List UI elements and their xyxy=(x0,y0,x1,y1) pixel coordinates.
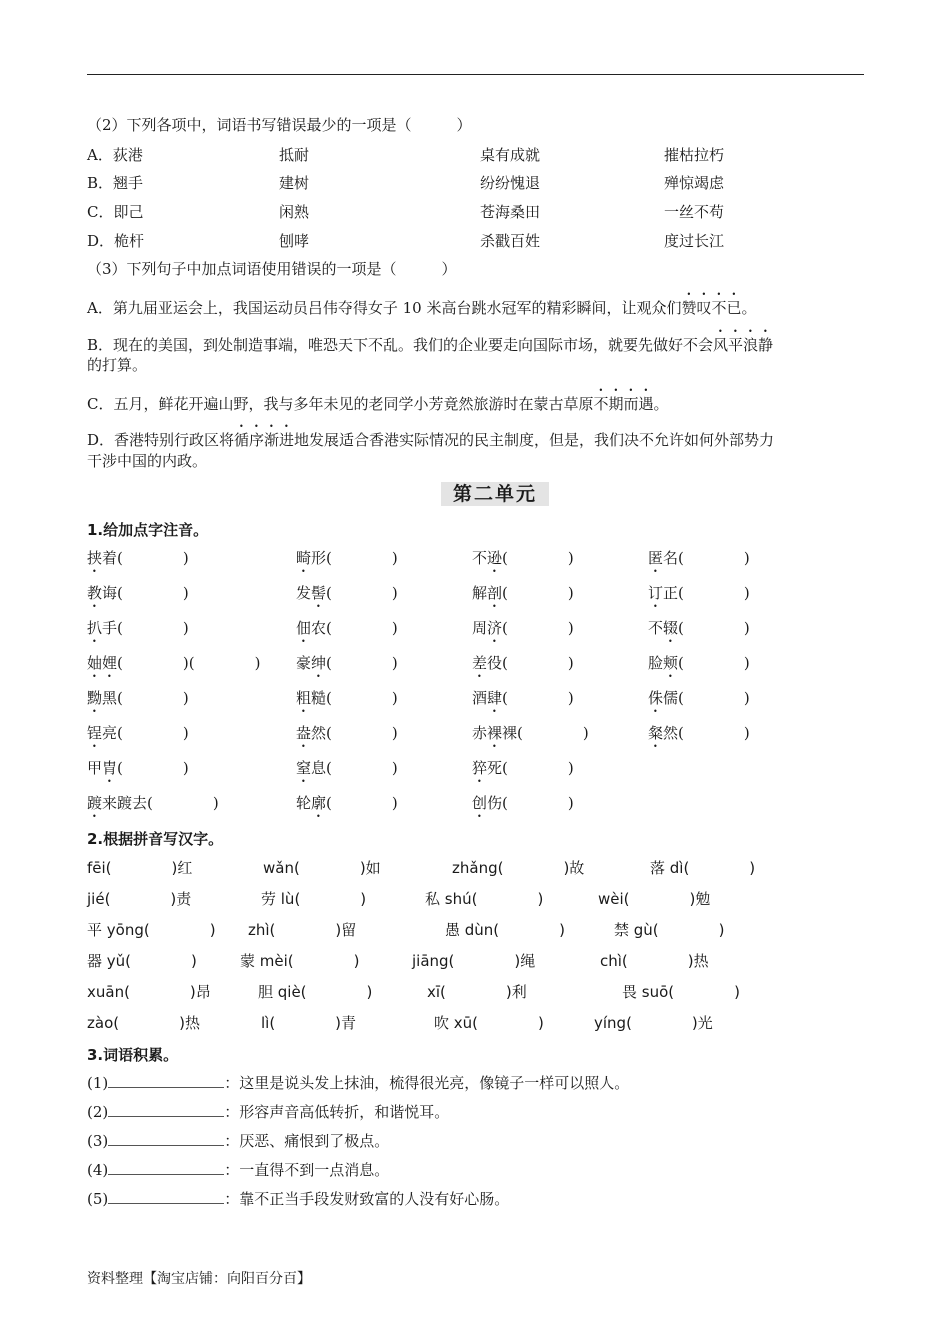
pinyin-item: fēi( )红 xyxy=(87,859,193,877)
phonetic-item: 盎然( ) xyxy=(296,724,398,742)
q2-option-cell: 苍海桑田 xyxy=(480,203,541,221)
answer-blank: ( ) xyxy=(502,794,574,812)
pinyin-item: zhǎng( )故 xyxy=(452,859,585,877)
pinyin-item: zhì( )留 xyxy=(248,921,357,939)
answer-blank: ( ) xyxy=(678,549,750,567)
answer-blank: ( ) xyxy=(117,689,189,707)
phonetic-item: 扒手( ) xyxy=(87,619,189,637)
answer-blank: ( ) xyxy=(678,584,750,602)
phonetic-item: 畸形( ) xyxy=(296,549,398,567)
answer-blank: ( ) xyxy=(117,549,189,567)
q2-option-cell: 建树 xyxy=(279,174,310,192)
pinyin-item: 愚 dùn( ) xyxy=(445,921,566,939)
q2-option-cell: 一丝不苟 xyxy=(664,203,725,221)
phonetic-item: 佃农( ) xyxy=(296,619,398,637)
q2-option-cell: 摧枯拉朽 xyxy=(664,146,725,164)
phonetic-item: 发髻( ) xyxy=(296,584,398,602)
q3-option-a: A．第九届亚运会上，我国运动员吕伟夺得女子 10 米高台跳水冠军的精彩瞬间，让观众们赞叹不已。 xyxy=(87,299,757,317)
pinyin-item: 吹 xū( ) xyxy=(434,1014,544,1032)
answer-blank: ( ) xyxy=(502,689,574,707)
answer-blank xyxy=(108,1189,224,1204)
answer-blank: ( ) xyxy=(326,654,398,672)
pinyin-item: chì( )热 xyxy=(600,952,709,970)
q2-option-cell: 桌有成就 xyxy=(480,146,541,164)
q3-option-d-cont: 干涉中国的内政。 xyxy=(87,452,208,470)
pinyin-item: 器 yǔ( ) xyxy=(87,952,197,970)
answer-blank: ( ) xyxy=(117,724,189,742)
answer-blank: ( ) xyxy=(326,759,398,777)
phonetic-item: 轮廓( ) xyxy=(296,794,398,812)
unit-heading: 第二单元 xyxy=(441,482,549,506)
pinyin-item: wèi( )勉 xyxy=(598,890,711,908)
phonetic-item: 周济( ) xyxy=(472,619,574,637)
pinyin-item: xī( )利 xyxy=(427,983,527,1001)
vocabulary-item: (2) ：形容声音高低转折，和谐悦耳。 xyxy=(87,1103,450,1121)
answer-blank: ( ) xyxy=(502,584,574,602)
pinyin-item: 平 yōng( ) xyxy=(87,921,216,939)
phonetic-item: 猝死( ) xyxy=(472,759,574,777)
vocabulary-item: (1) ：这里是说头发上抹油，梳得很光亮，像镜子一样可以照人。 xyxy=(87,1074,630,1092)
answer-blank: ( ) xyxy=(326,549,398,567)
section-1-title: 1.给加点字注音。 xyxy=(87,521,209,539)
q2-option-cell: 闲熟 xyxy=(279,203,310,221)
answer-blank: ( ) xyxy=(326,724,398,742)
answer-blank: ( ) xyxy=(147,794,219,812)
q2-option-cell: C．即己 xyxy=(87,203,144,221)
answer-blank: ( ) xyxy=(678,654,750,672)
phonetic-item: 黝黑( ) xyxy=(87,689,189,707)
phonetic-item: 侏儒( ) xyxy=(648,689,750,707)
answer-blank xyxy=(108,1073,224,1088)
phonetic-item: 不辍( ) xyxy=(648,619,750,637)
q2-option-cell: 纷纷愧退 xyxy=(480,174,541,192)
phonetic-item: 赤裸裸( ) xyxy=(472,724,589,742)
q2-option-cell: 刨哮 xyxy=(279,232,310,250)
section-3-title: 3.词语积累。 xyxy=(87,1046,179,1064)
q3-option-b: B．现在的美国，到处制造事端，唯恐天下不乱。我们的企业要走向国际市场，就要先做好不会风平浪静 xyxy=(87,336,774,354)
section-2-title: 2.根据拼音写汉字。 xyxy=(87,830,224,848)
footer-note: 资料整理【淘宝店铺：向阳百分百】 xyxy=(87,1271,311,1287)
answer-blank: ( ) xyxy=(326,584,398,602)
q3-option-c: C．五月，鲜花开遍山野，我与多年未见的老同学小芳竟然旅游时在蒙古草原不期而遇。 xyxy=(87,395,669,413)
pinyin-item: zào( )热 xyxy=(87,1014,200,1032)
phonetic-item: 挟着( ) xyxy=(87,549,189,567)
pinyin-item: 禁 gù( ) xyxy=(614,921,725,939)
answer-blank xyxy=(108,1102,224,1117)
answer-blank: ( ) xyxy=(502,619,574,637)
q2-option-cell: 殚惊竭虑 xyxy=(664,174,725,192)
q3-option-b-cont: 的打算。 xyxy=(87,356,148,374)
answer-blank: ( ) xyxy=(502,654,574,672)
q3-stem: （3）下列句子中加点词语使用错误的一项是（ ） xyxy=(87,260,457,278)
answer-blank: ( ) xyxy=(117,759,189,777)
answer-blank: ( ) xyxy=(326,689,398,707)
phonetic-item: 不逊( ) xyxy=(472,549,574,567)
answer-blank: ( )( ) xyxy=(117,654,261,672)
phonetic-item: 甲胄( ) xyxy=(87,759,189,777)
answer-blank: ( ) xyxy=(117,584,189,602)
pinyin-item: xuān( )昂 xyxy=(87,983,211,1001)
answer-blank: ( ) xyxy=(678,689,750,707)
answer-blank: ( ) xyxy=(117,619,189,637)
pinyin-item: 劳 lù( ) xyxy=(261,890,367,908)
phonetic-item: 教诲( ) xyxy=(87,584,189,602)
q2-stem: （2）下列各项中，词语书写错误最少的一项是（ ） xyxy=(87,116,472,134)
phonetic-item: 窒息( ) xyxy=(296,759,398,777)
phonetic-item: 酒肆( ) xyxy=(472,689,574,707)
pinyin-item: 落 dì( ) xyxy=(650,859,756,877)
q3-option-d: D．香港特别行政区将循序渐进地发展适合香港实际情况的民主制度，但是，我们决不允许如何外部势力 xyxy=(87,431,775,449)
q2-option-cell: A．荻港 xyxy=(87,146,143,164)
vocabulary-item: (4) ：一直得不到一点消息。 xyxy=(87,1161,390,1179)
header-rule xyxy=(87,74,864,75)
pinyin-item: jié( )责 xyxy=(87,890,192,908)
pinyin-item: 私 shú( ) xyxy=(425,890,544,908)
pinyin-item: lì( )青 xyxy=(261,1014,357,1032)
phonetic-item: 解剖( ) xyxy=(472,584,574,602)
phonetic-item: 踱来踱去( ) xyxy=(87,794,219,812)
phonetic-item: 差役( ) xyxy=(472,654,574,672)
vocabulary-item: (5) ：靠不正当手段发财致富的人没有好心肠。 xyxy=(87,1190,510,1208)
answer-blank: ( ) xyxy=(326,794,398,812)
answer-blank: ( ) xyxy=(517,724,589,742)
phonetic-item: 妯娌( )( ) xyxy=(87,654,261,672)
pinyin-item: 胆 qiè( ) xyxy=(258,983,373,1001)
phonetic-item: 匿名( ) xyxy=(648,549,750,567)
q2-option-cell: 度过长江 xyxy=(664,232,725,250)
phonetic-item: 粲然( ) xyxy=(648,724,750,742)
q2-option-cell: B．翘手 xyxy=(87,174,144,192)
answer-blank: ( ) xyxy=(326,619,398,637)
phonetic-item: 脸颊( ) xyxy=(648,654,750,672)
phonetic-item: 创伤( ) xyxy=(472,794,574,812)
q2-option-cell: 抵耐 xyxy=(279,146,310,164)
q2-option-cell: D．桅杆 xyxy=(87,232,145,250)
phonetic-item: 订正( ) xyxy=(648,584,750,602)
pinyin-item: 蒙 mèi( ) xyxy=(240,952,360,970)
phonetic-item: 粗糙( ) xyxy=(296,689,398,707)
answer-blank: ( ) xyxy=(678,619,750,637)
vocabulary-item: (3) ：厌恶、痛恨到了极点。 xyxy=(87,1132,390,1150)
phonetic-item: 豪绅( ) xyxy=(296,654,398,672)
phonetic-item: 锃亮( ) xyxy=(87,724,189,742)
pinyin-item: yíng( )光 xyxy=(594,1014,713,1032)
answer-blank xyxy=(108,1160,224,1175)
answer-blank: ( ) xyxy=(502,549,574,567)
answer-blank xyxy=(108,1131,224,1146)
pinyin-item: 畏 suō( ) xyxy=(622,983,740,1001)
pinyin-item: jiāng( )绳 xyxy=(412,952,536,970)
answer-blank: ( ) xyxy=(678,724,750,742)
pinyin-item: wǎn( )如 xyxy=(263,859,381,877)
answer-blank: ( ) xyxy=(502,759,574,777)
q2-option-cell: 杀戳百姓 xyxy=(480,232,541,250)
